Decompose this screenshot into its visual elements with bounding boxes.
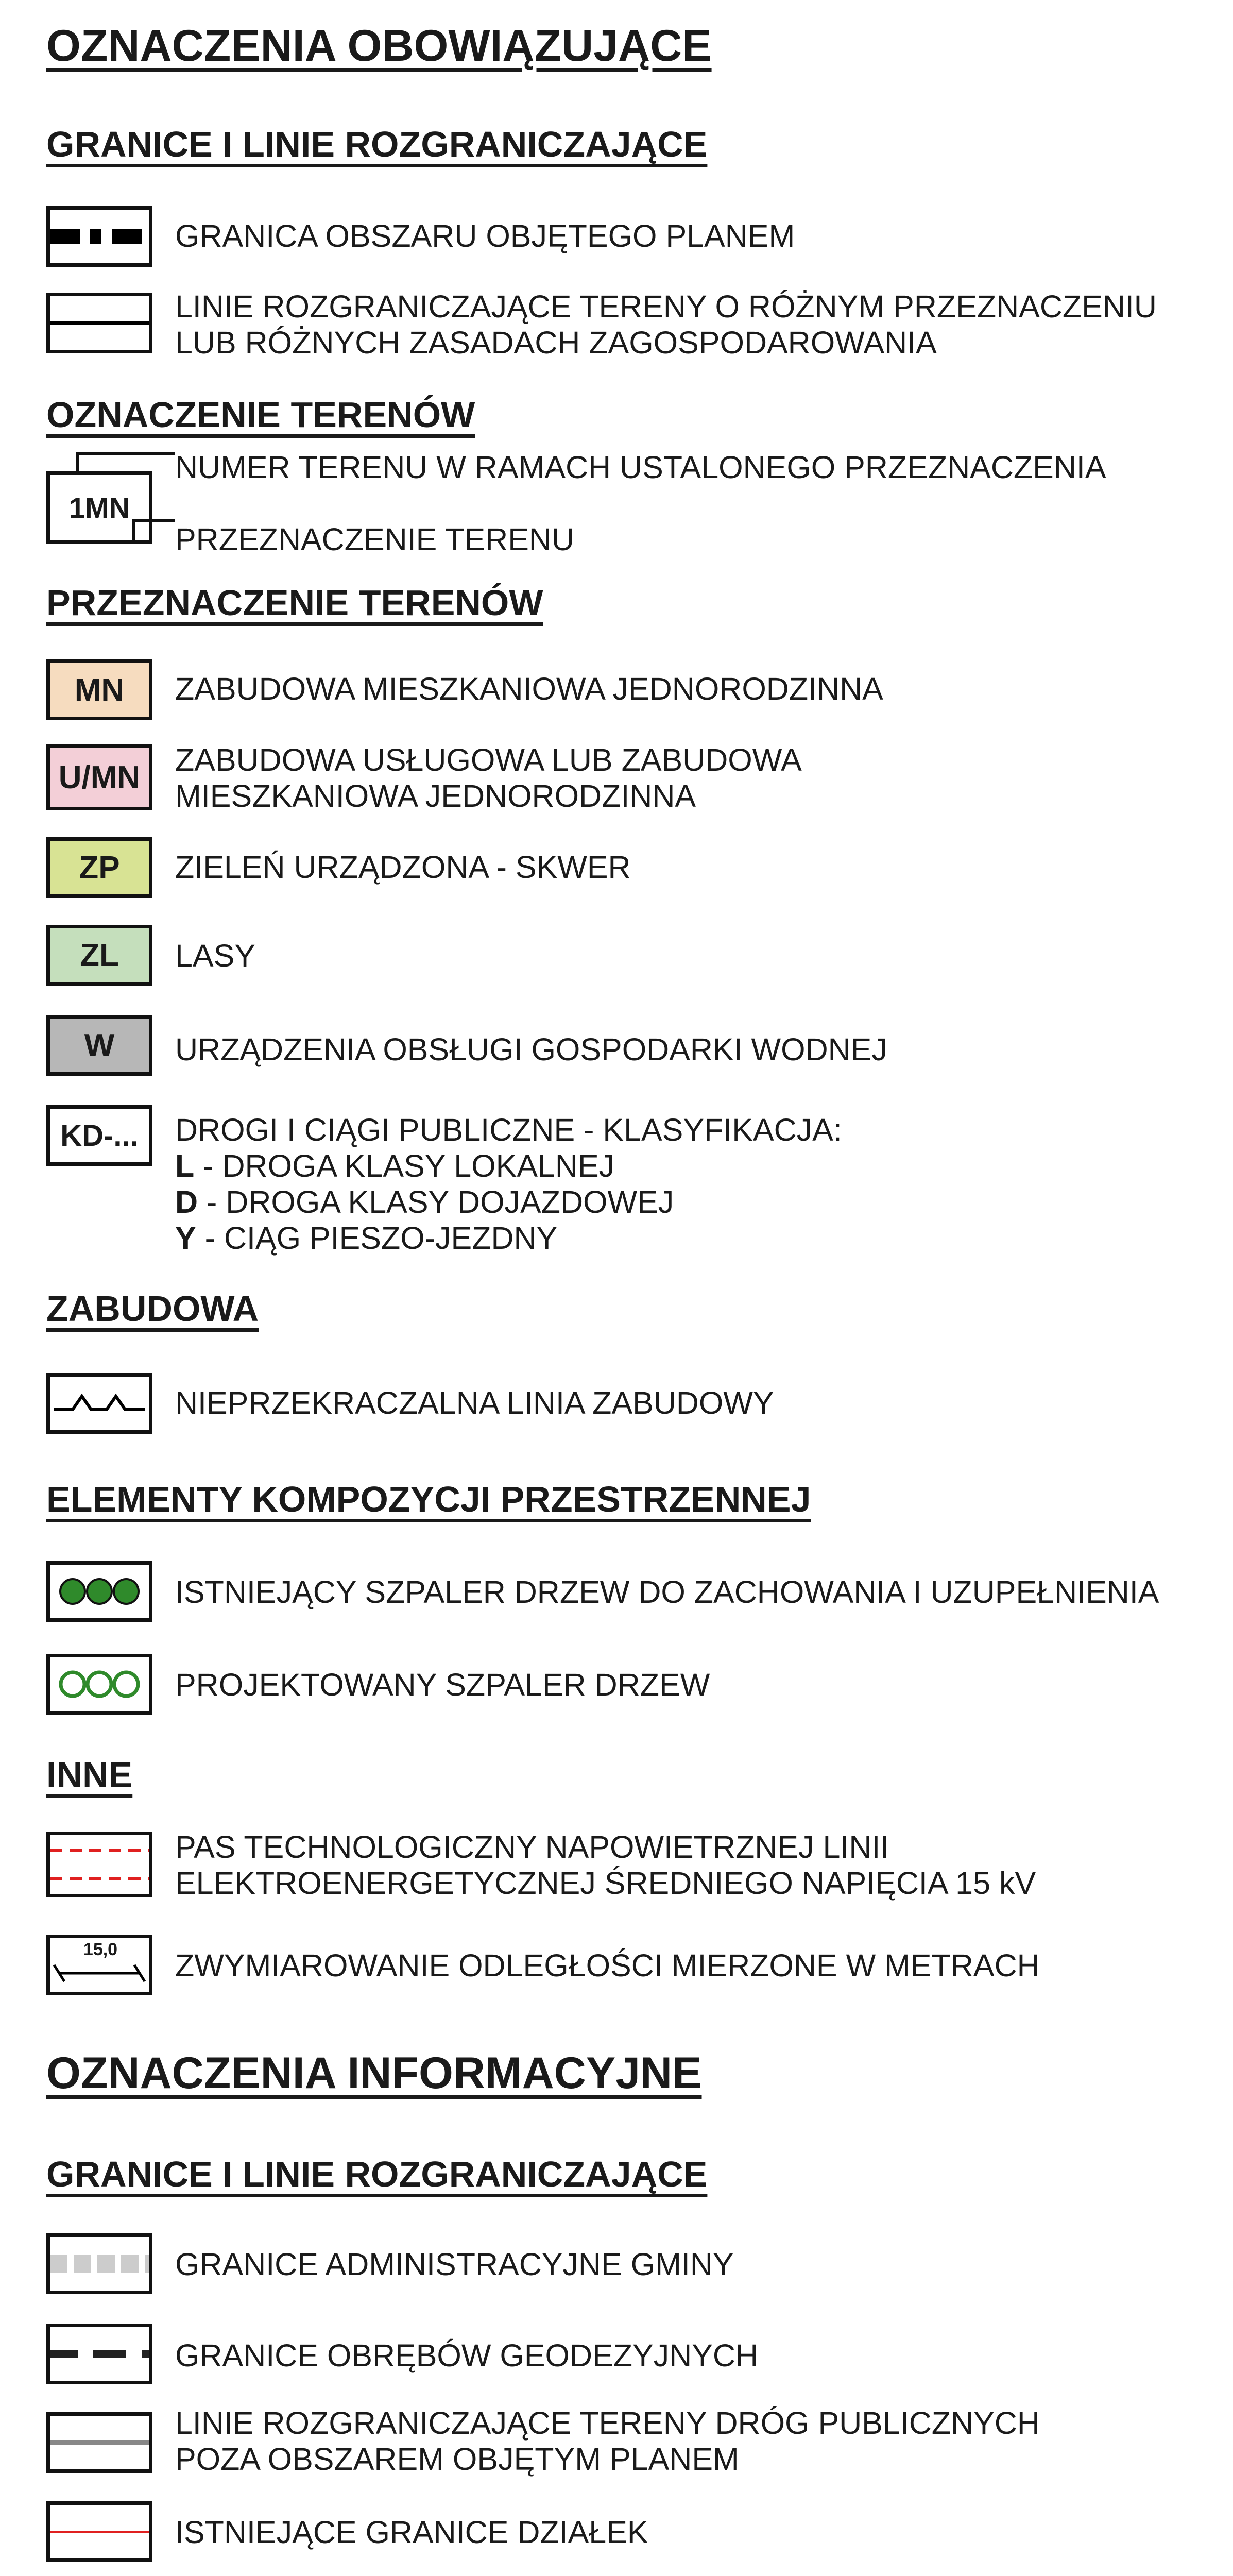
mn-code-box: MN xyxy=(46,659,152,720)
area-id-tag-1mn: 1MN xyxy=(46,471,152,544)
power-line-corridor-symbol xyxy=(46,1832,152,1897)
area-number-label: NUMER TERENU W RAMACH USTALONEGO PRZEZNACZENIA xyxy=(175,450,1106,485)
public-road-lines-symbol xyxy=(46,2412,152,2473)
mn-label: ZABUDOWA MIESZKANIOWA JEDNORODZINNA xyxy=(175,671,883,706)
heading-przeznaczenie-terenow: PRZEZNACZENIE TERENÓW xyxy=(46,583,543,623)
zp-code-box: ZP xyxy=(46,837,152,898)
parcel-border-symbol xyxy=(46,2501,152,2562)
kd-class-d: D - DROGA KLASY DOJAZDOWEJ xyxy=(175,1184,674,1219)
dimension-label: ZWYMIAROWANIE ODLEGŁOŚCI MIERZONE W METRACH xyxy=(175,1948,1040,1983)
heading-granice-informacyjne: GRANICE I LINIE ROZGRANICZAJĄCE xyxy=(46,2154,708,2194)
precinct-border-label: GRANICE OBRĘBÓW GEODEZYJNYCH xyxy=(175,2338,759,2373)
power-line-corridor-label: PAS TECHNOLOGICZNY NAPOWIETRZNEJ LINII ELEKTROENERGETYCZNEJ ŚREDNIEGO NAPIĘCIA 15 kV xyxy=(175,1829,1036,1901)
heading-granice-obowiazujace: GRANICE I LINIE ROZGRANICZAJĄCE xyxy=(46,124,708,164)
umn-label: ZABUDOWA USŁUGOWA LUB ZABUDOWA MIESZKANIOWA JEDNORODZINNA xyxy=(175,742,802,814)
zl-label: LASY xyxy=(175,938,255,973)
dimension-value: 15,0 xyxy=(83,1940,118,1959)
area-purpose-label: PRZEZNACZENIE TERENU xyxy=(175,522,575,557)
planned-tree-row-label: PROJEKTOWANY SZPALER DRZEW xyxy=(175,1667,710,1702)
heading-oznaczenie-terenow: OZNACZENIE TERENÓW xyxy=(46,395,475,435)
dividing-line-label: LINIE ROZGRANICZAJĄCE TERENY O RÓŻNYM PRZEZNACZENIU LUB RÓŻNYCH ZASADACH ZAGOSPODAROWANIA xyxy=(175,289,1157,360)
heading-zabudowa: ZABUDOWA xyxy=(46,1289,259,1329)
heading-oznaczenia-obowiazujace: OZNACZENIA OBOWIĄZUJĄCE xyxy=(46,21,712,71)
zp-label: ZIELEŃ URZĄDZONA - SKWER xyxy=(175,850,631,885)
parcel-border-label: ISTNIEJĄCE GRANICE DZIAŁEK xyxy=(175,2515,648,2550)
municipality-border-symbol xyxy=(46,2233,152,2294)
existing-tree-row-label: ISTNIEJĄCY SZPALER DRZEW DO ZACHOWANIA I UZUPEŁNIENIA xyxy=(175,1574,1159,1609)
plan-boundary-label: GRANICA OBSZARU OBJĘTEGO PLANEM xyxy=(175,218,795,253)
plan-boundary-symbol xyxy=(46,206,152,267)
kd-code-box: KD-... xyxy=(46,1105,152,1166)
building-line-symbol xyxy=(46,1373,152,1434)
municipality-border-label: GRANICE ADMINISTRACYJNE GMINY xyxy=(175,2247,734,2282)
w-label: URZĄDZENIA OBSŁUGI GOSPODARKI WODNEJ xyxy=(175,1032,887,1067)
existing-tree-row-symbol xyxy=(46,1561,152,1622)
public-road-lines-label: LINIE ROZGRANICZAJĄCE TERENY DRÓG PUBLICZNYCH POZA OBSZAREM OBJĘTYM PLANEM xyxy=(175,2405,1040,2477)
building-line-label: NIEPRZEKRACZALNA LINIA ZABUDOWY xyxy=(175,1385,774,1420)
precinct-border-symbol xyxy=(46,2324,152,2384)
w-code-box: W xyxy=(46,1015,152,1076)
planned-tree-row-symbol xyxy=(46,1654,152,1715)
dividing-line-symbol xyxy=(46,293,152,353)
kd-label: DROGI I CIĄGI PUBLICZNE - KLASYFIKACJA: L - DROGA KLASY LOKALNEJ D - DROGA KLASY DOJAZDOWEJ Y - CIĄG PIESZO-JEZDNY xyxy=(175,1112,842,1256)
kd-class-y: Y - CIĄG PIESZO-JEZDNY xyxy=(175,1221,558,1256)
heading-oznaczenia-informacyjne: OZNACZENIA INFORMACYJNE xyxy=(46,2048,702,2098)
umn-code-box: U/MN xyxy=(46,744,152,810)
heading-inne-obowiazujace: INNE xyxy=(46,1755,133,1795)
kd-class-l: L - DROGA KLASY LOKALNEJ xyxy=(175,1148,615,1183)
zl-code-box: ZL xyxy=(46,925,152,986)
heading-elementy-kompozycji: ELEMENTY KOMPOZYCJI PRZESTRZENNEJ xyxy=(46,1479,811,1519)
